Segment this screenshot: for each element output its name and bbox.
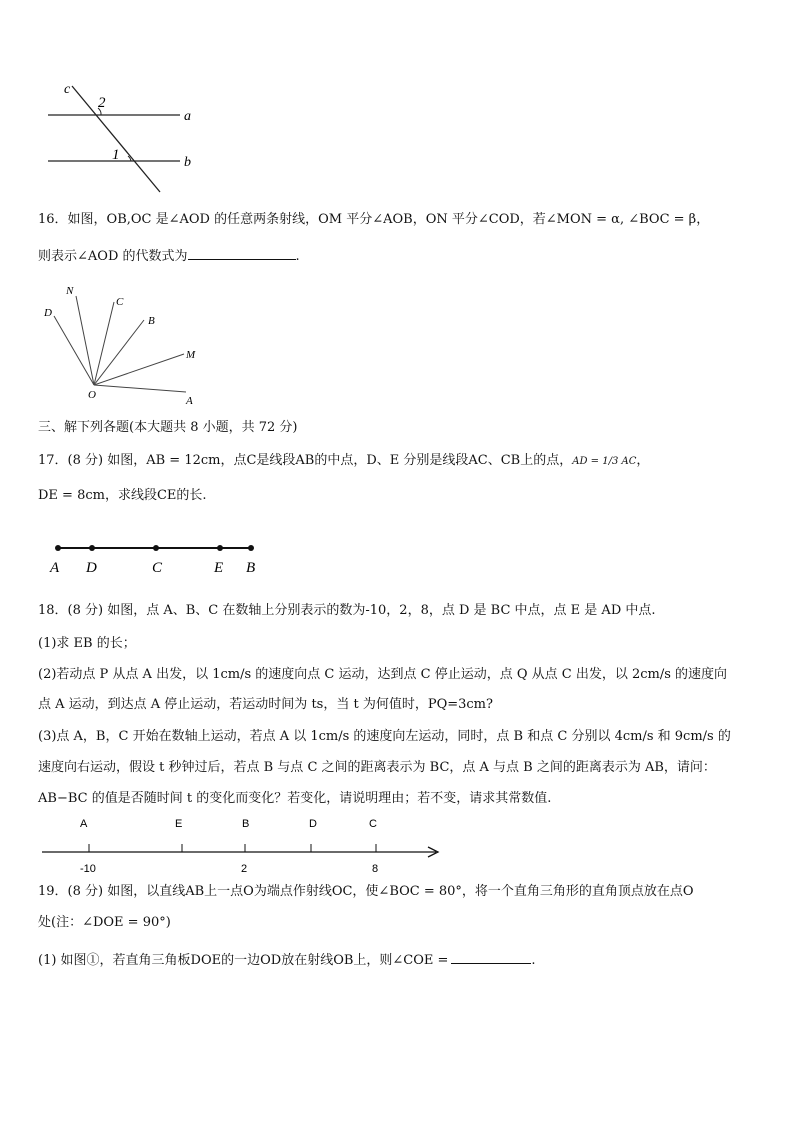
label-D: D bbox=[44, 307, 52, 319]
q18-intro: 18．(8 分) 如图，点 A、B、C 在数轴上分别表示的数为-10，2，8，点 D 是 BC 中点，点 E 是 AD 中点. bbox=[38, 603, 656, 618]
q16-line2-text: 则表示∠AOD 的代数式为 bbox=[38, 249, 188, 264]
q18-part2-line1: (2)若动点 P 从点 A 出发，以 1cm/s 的速度向点 C 运动，达到点 C 停止运动，点 Q 从点 C 出发，以 2cm/s 的速度向 bbox=[38, 667, 728, 682]
rays-figure bbox=[36, 280, 206, 410]
q17-line1 bbox=[38, 451, 649, 472]
transversal-c bbox=[72, 86, 160, 192]
label-C: C bbox=[116, 296, 124, 308]
q18-part3-line2: 速度向右运动，假设 t 秒钟过后，若点 B 与点 C 之间的距离表示为 BC，点 A 与点 B 之间的距离表示为 AB，请问： bbox=[38, 760, 716, 775]
q18-part3-line3: AB−BC 的值是否随时间 t 的变化而变化？若变化，请说明理由；若不变，请求其常数值. bbox=[38, 791, 552, 806]
q19-part1-text: (1) 如图①，若直角三角板DOE的一边OD放在射线OB上，则∠COE = bbox=[38, 953, 449, 968]
ray-OD bbox=[54, 316, 94, 385]
q17-line2: DE = 8cm，求线段CE的长. bbox=[38, 488, 207, 503]
label-B: B bbox=[246, 560, 256, 576]
label-M: M bbox=[186, 349, 196, 361]
q19-part1-end: . bbox=[531, 953, 536, 968]
point-B bbox=[248, 545, 254, 551]
label-C: C bbox=[152, 560, 163, 576]
q19-part1 bbox=[38, 951, 536, 971]
q19-line2: 处(注：∠DOE = 90°) bbox=[38, 915, 171, 930]
parallel-lines-figure bbox=[40, 78, 215, 196]
ray-OM bbox=[94, 354, 184, 385]
q18-part2-line2: 点 A 运动，到达点 A 停止运动，若运动时间为 ts，当 t 为何值时，PQ=3cm? bbox=[38, 697, 493, 712]
q17-formula: AD = 1/3 AC bbox=[572, 456, 637, 467]
label-A: A bbox=[186, 395, 193, 407]
point-label-E: E bbox=[175, 818, 183, 830]
segment-figure bbox=[44, 538, 264, 578]
number-line-figure bbox=[38, 812, 448, 880]
label-N: N bbox=[66, 285, 74, 297]
q17-line1-end: ， bbox=[636, 453, 650, 468]
label-a: a bbox=[184, 109, 191, 124]
point-label-B: B bbox=[242, 818, 250, 830]
value-label-A: -10 bbox=[80, 863, 96, 875]
point-D bbox=[89, 545, 95, 551]
label-D: D bbox=[86, 560, 97, 576]
q19-line1: 19．(8 分) 如图，以直线AB上一点O为端点作射线OC，使∠BOC = 80°，将一个直角三角形的直角顶点放在点O bbox=[38, 884, 694, 899]
q16-line2-end: . bbox=[295, 249, 300, 264]
label-angle-2: 2 bbox=[98, 95, 106, 111]
label-b: b bbox=[184, 155, 191, 170]
q17-line1-text: 17．(8 分) 如图，AB = 12cm，点C是线段AB的中点，D、E 分别是线段AC、CB上的点， bbox=[38, 453, 573, 468]
point-C bbox=[153, 545, 159, 551]
label-c: c bbox=[64, 82, 71, 97]
answer-blank-q19[interactable] bbox=[451, 963, 531, 964]
label-A: A bbox=[50, 560, 60, 576]
value-label-C: 8 bbox=[372, 863, 379, 875]
point-label-A: A bbox=[80, 818, 88, 830]
q16-line2 bbox=[38, 247, 300, 267]
label-angle-1: 1 bbox=[112, 147, 120, 163]
label-E: E bbox=[214, 560, 224, 576]
point-A bbox=[55, 545, 61, 551]
point-label-D: D bbox=[309, 818, 317, 830]
value-label-B: 2 bbox=[241, 863, 248, 875]
label-O: O bbox=[88, 389, 96, 401]
q16-line1: 16．如图，OB,OC 是∠AOD 的任意两条射线，OM 平分∠AOB，ON 平分∠COD，若∠MON = α, ∠BOC = β， bbox=[38, 212, 710, 227]
point-label-C: C bbox=[369, 818, 377, 830]
answer-blank-q16[interactable] bbox=[188, 259, 296, 260]
ray-OA bbox=[94, 385, 186, 392]
q18-part3-line1: (3)点 A，B，C 开始在数轴上运动，若点 A 以 1cm/s 的速度向左运动，同时，点 B 和点 C 分别以 4cm/s 和 9cm/s 的 bbox=[38, 729, 731, 744]
ray-ON bbox=[76, 296, 94, 385]
label-B: B bbox=[148, 315, 155, 327]
q18-part1: (1)求 EB 的长； bbox=[38, 636, 136, 651]
section-heading: 三、解下列各题(本大题共 8 小题，共 72 分) bbox=[38, 420, 298, 435]
point-E bbox=[217, 545, 223, 551]
